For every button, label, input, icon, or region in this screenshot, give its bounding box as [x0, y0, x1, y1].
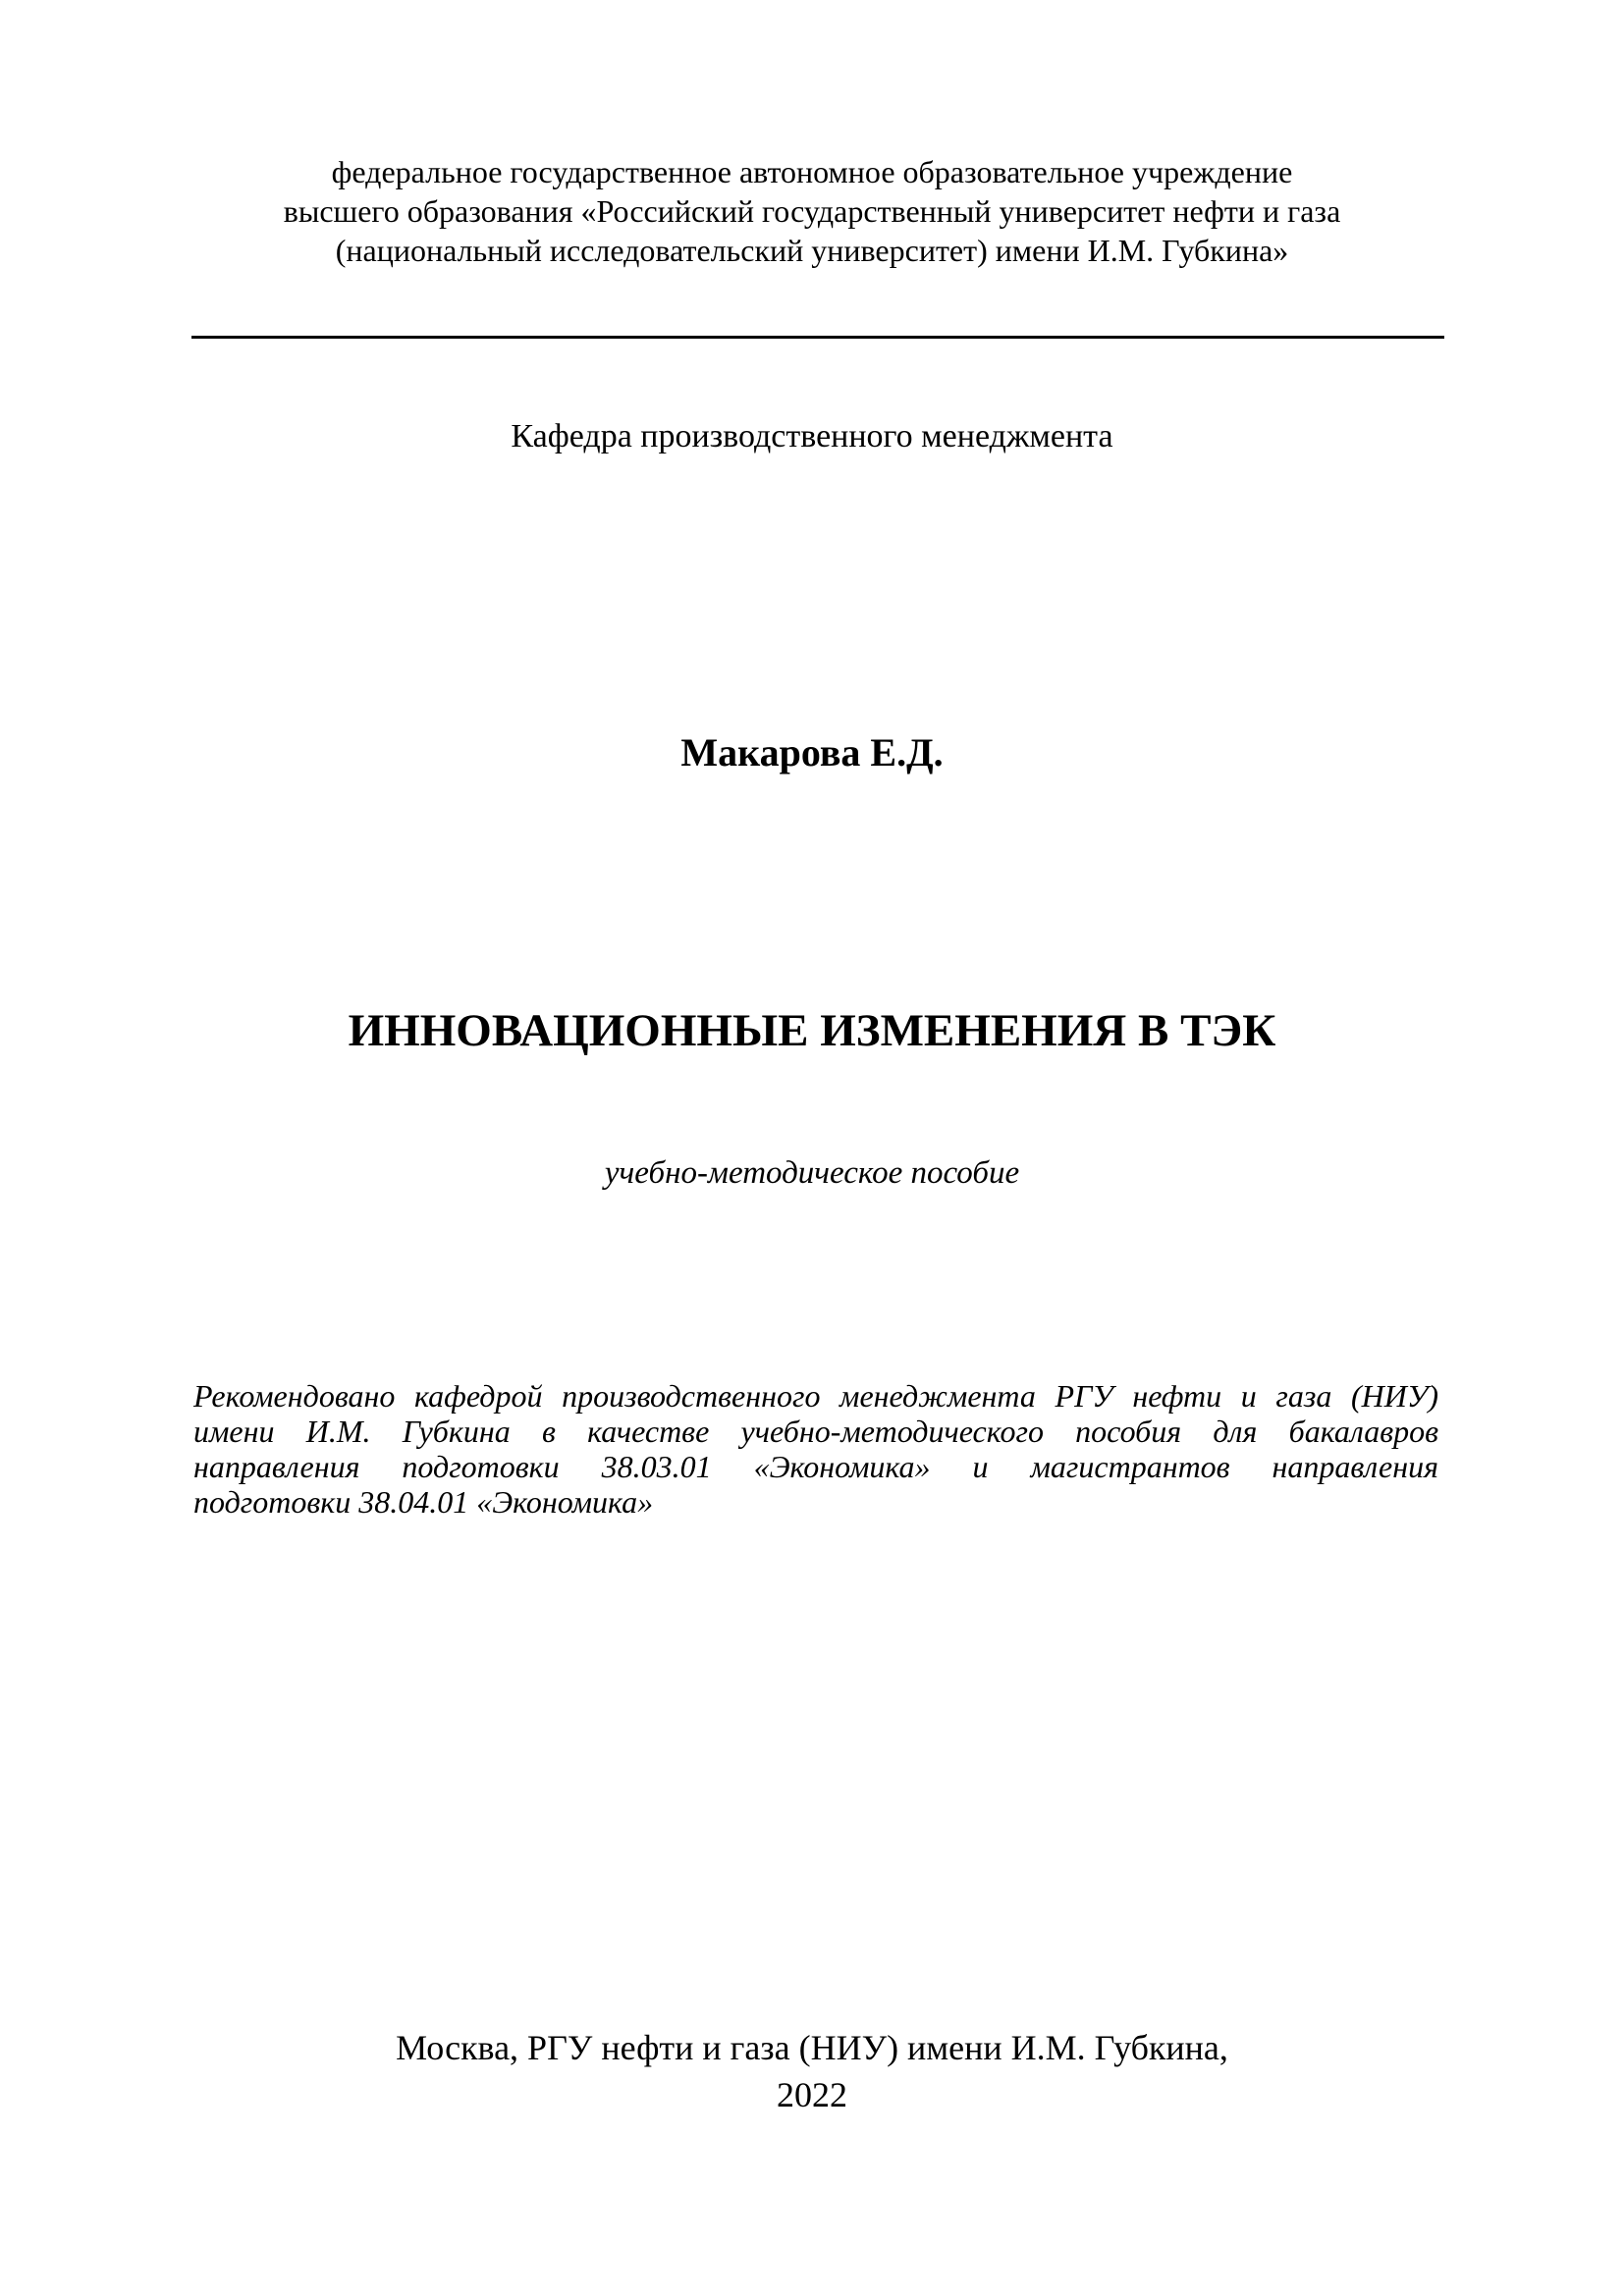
institution-line-3: (национальный исследовательский университет) имени И.М. Губкина» [335, 233, 1289, 268]
recommendation-line-2: имени И.М. Губкина в качестве учебно-методического пособия для бакалавров [193, 1414, 1438, 1449]
recommendation-line-3: направления подготовки 38.03.01 «Экономика» и магистрантов направления [193, 1449, 1438, 1484]
institution-line-1: федеральное государственное автономное образовательное учреждение [331, 154, 1293, 189]
recommendation-line-1: Рекомендовано кафедрой производственного менеджмента РГУ нефти и газа (НИУ) [193, 1378, 1438, 1414]
document-type: учебно-методическое пособие [604, 1155, 1020, 1191]
imprint [0, 2024, 1624, 2118]
header-divider [191, 336, 1444, 339]
author-name: Макарова Е.Д. [680, 730, 944, 774]
institution-name [0, 152, 1624, 270]
document-title: ИННОВАЦИОННЫЕ ИЗМЕНЕНИЯ В ТЭК [348, 1005, 1276, 1056]
institution-line-2: высшего образования «Российский государственный университет нефти и газа [283, 193, 1341, 229]
imprint-place-publisher: Москва, РГУ нефти и газа (НИУ) имени И.М. Губкина, [396, 2028, 1228, 2067]
imprint-year: 2022 [777, 2075, 847, 2114]
department-name: Кафедра производственного менеджмента [511, 418, 1113, 454]
recommendation-note [193, 1378, 1438, 1520]
recommendation-line-4: подготовки 38.04.01 «Экономика» [193, 1484, 654, 1520]
